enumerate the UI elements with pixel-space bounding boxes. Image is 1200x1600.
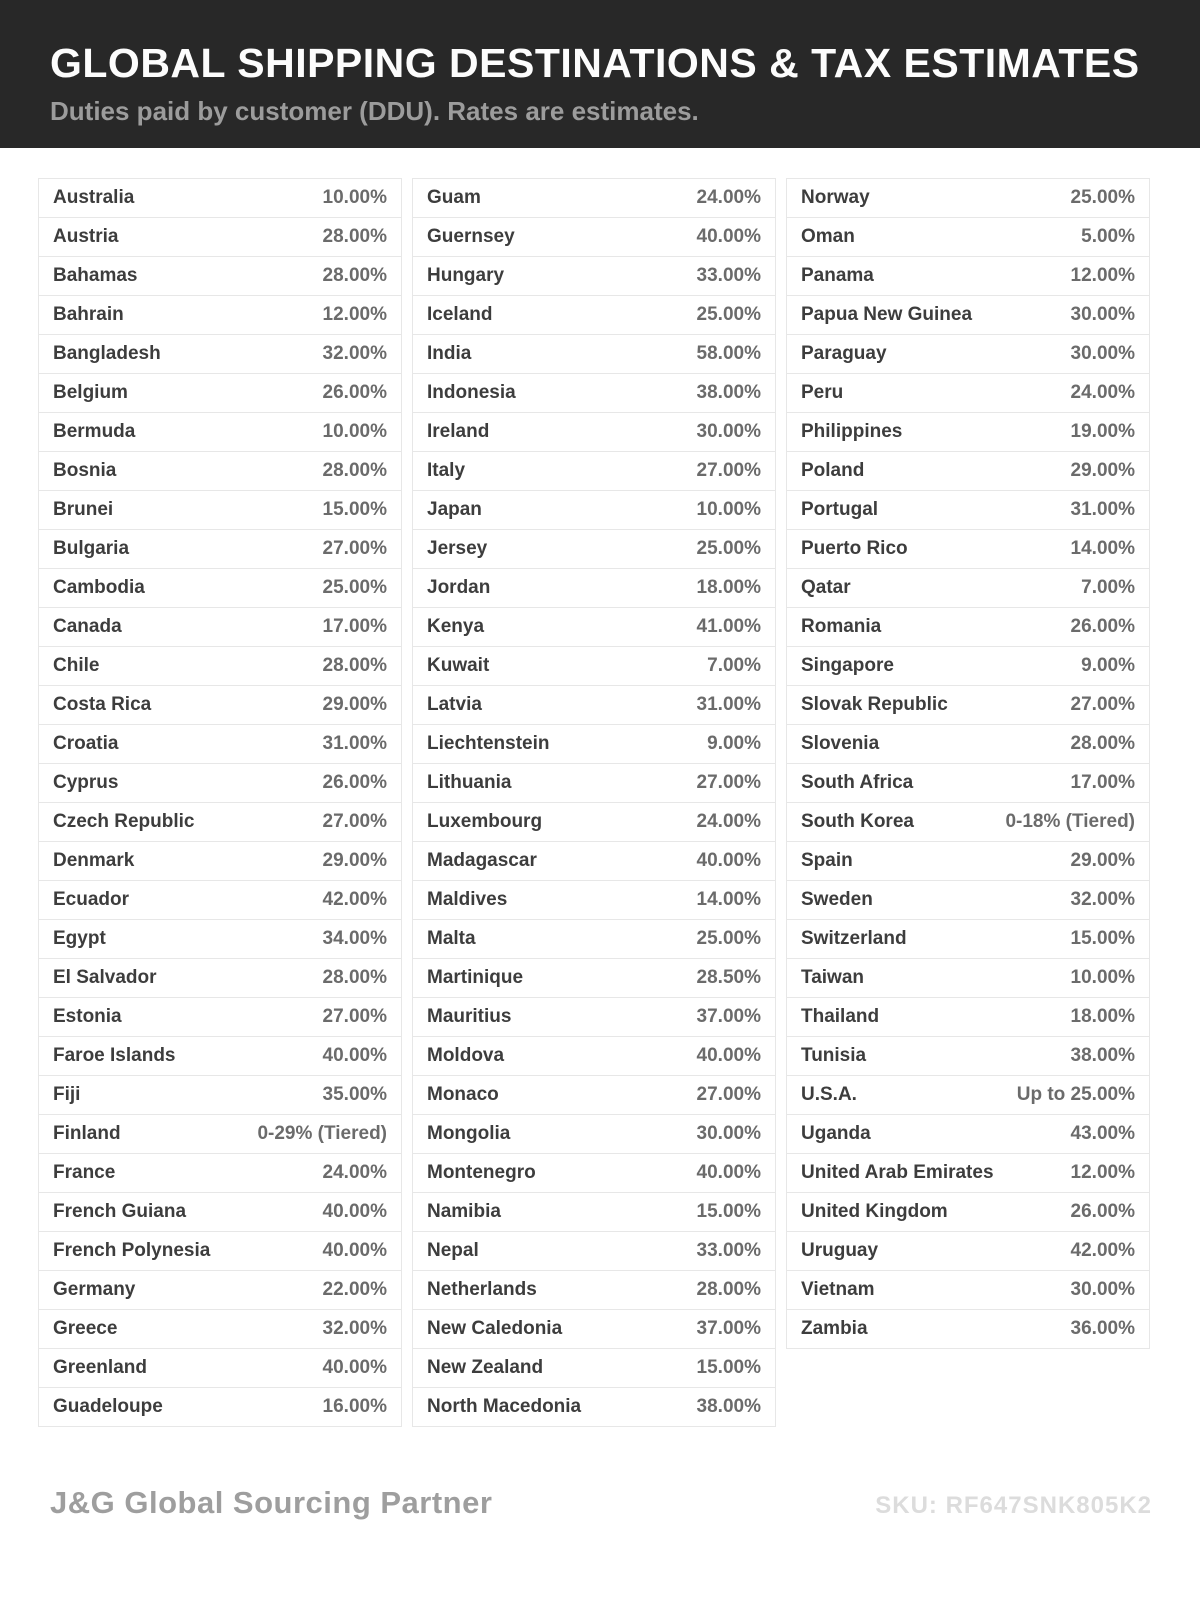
country-name: Finland bbox=[53, 1123, 121, 1144]
table-row bbox=[38, 373, 402, 413]
country-name: Bahamas bbox=[53, 265, 138, 286]
tax-rate: 27.00% bbox=[322, 538, 387, 559]
tax-rate: 24.00% bbox=[322, 1162, 387, 1183]
tax-rate: 31.00% bbox=[696, 694, 761, 715]
table-row bbox=[412, 1036, 776, 1076]
table-row bbox=[38, 1036, 402, 1076]
country-name: North Macedonia bbox=[427, 1396, 582, 1417]
table-row bbox=[412, 217, 776, 257]
tax-rate: 28.00% bbox=[322, 460, 387, 481]
table-row bbox=[412, 1348, 776, 1388]
table-row bbox=[38, 1231, 402, 1271]
tax-rate: 29.00% bbox=[322, 850, 387, 871]
country-name: Greece bbox=[53, 1318, 118, 1339]
tax-rate: 43.00% bbox=[1070, 1123, 1135, 1144]
country-name: Poland bbox=[801, 460, 865, 481]
tax-rate: 27.00% bbox=[322, 811, 387, 832]
tax-rate: 26.00% bbox=[322, 382, 387, 403]
country-name: Maldives bbox=[427, 889, 508, 910]
tax-rate: 31.00% bbox=[322, 733, 387, 754]
tax-rate: 17.00% bbox=[1070, 772, 1135, 793]
tax-rate: 32.00% bbox=[322, 343, 387, 364]
tax-rate: 27.00% bbox=[696, 460, 761, 481]
tax-rate: 25.00% bbox=[696, 928, 761, 949]
table-row bbox=[412, 880, 776, 920]
table-row bbox=[412, 529, 776, 569]
tax-rate: 10.00% bbox=[322, 421, 387, 442]
tax-rate: 41.00% bbox=[696, 616, 761, 637]
country-name: Madagascar bbox=[427, 850, 537, 871]
country-name: Peru bbox=[801, 382, 844, 403]
country-name: Switzerland bbox=[801, 928, 907, 949]
table-row bbox=[412, 256, 776, 296]
table-row bbox=[786, 802, 1150, 842]
country-name: Kuwait bbox=[427, 655, 490, 676]
country-name: Estonia bbox=[53, 1006, 122, 1027]
country-name: Zambia bbox=[801, 1318, 868, 1339]
table-row bbox=[412, 1270, 776, 1310]
table-row bbox=[786, 178, 1150, 218]
country-name: Uganda bbox=[801, 1123, 871, 1144]
table-row bbox=[38, 412, 402, 452]
tax-rate: 0-29% (Tiered) bbox=[257, 1123, 387, 1144]
tax-rate: 27.00% bbox=[322, 1006, 387, 1027]
country-name: Mauritius bbox=[427, 1006, 512, 1027]
tax-rate: 17.00% bbox=[322, 616, 387, 637]
table-row bbox=[412, 490, 776, 530]
table-row bbox=[38, 256, 402, 296]
country-name: Cambodia bbox=[53, 577, 145, 598]
table-row bbox=[38, 529, 402, 569]
country-name: Slovak Republic bbox=[801, 694, 948, 715]
rate-column-2 bbox=[412, 178, 776, 1427]
country-name: Qatar bbox=[801, 577, 851, 598]
tax-rate: 10.00% bbox=[696, 499, 761, 520]
tax-rate: 9.00% bbox=[1081, 655, 1135, 676]
country-name: Puerto Rico bbox=[801, 538, 908, 559]
country-name: Liechtenstein bbox=[427, 733, 550, 754]
table-row bbox=[412, 763, 776, 803]
country-name: Philippines bbox=[801, 421, 903, 442]
country-name: Costa Rica bbox=[53, 694, 152, 715]
country-name: South Africa bbox=[801, 772, 914, 793]
country-name: Bangladesh bbox=[53, 343, 161, 364]
tax-rate: 25.00% bbox=[696, 538, 761, 559]
country-name: France bbox=[53, 1162, 116, 1183]
table-row bbox=[786, 1192, 1150, 1232]
table-row bbox=[412, 1231, 776, 1271]
table-row bbox=[412, 1075, 776, 1115]
tax-rate: 26.00% bbox=[322, 772, 387, 793]
tax-rate: 40.00% bbox=[696, 226, 761, 247]
table-row bbox=[786, 334, 1150, 374]
country-name: Tunisia bbox=[801, 1045, 867, 1066]
country-name: South Korea bbox=[801, 811, 914, 832]
tax-rate: 14.00% bbox=[1070, 538, 1135, 559]
tax-rate: 18.00% bbox=[696, 577, 761, 598]
tax-rate: Up to 25.00% bbox=[1016, 1084, 1135, 1105]
table-row bbox=[38, 178, 402, 218]
country-name: Fiji bbox=[53, 1084, 81, 1105]
table-row bbox=[412, 568, 776, 608]
table-row bbox=[786, 1270, 1150, 1310]
table-row bbox=[38, 763, 402, 803]
table-row bbox=[786, 256, 1150, 296]
tax-rate: 15.00% bbox=[696, 1201, 761, 1222]
table-row bbox=[412, 802, 776, 842]
country-name: Japan bbox=[427, 499, 482, 520]
country-name: Moldova bbox=[427, 1045, 505, 1066]
tax-rate: 38.00% bbox=[696, 382, 761, 403]
country-name: Faroe Islands bbox=[53, 1045, 176, 1066]
country-name: Oman bbox=[801, 226, 855, 247]
table-row bbox=[786, 373, 1150, 413]
country-name: Kenya bbox=[427, 616, 485, 637]
tax-rate: 31.00% bbox=[1070, 499, 1135, 520]
tax-rate: 28.50% bbox=[696, 967, 761, 988]
tax-rate: 24.00% bbox=[1070, 382, 1135, 403]
country-name: Portugal bbox=[801, 499, 879, 520]
country-name: Ecuador bbox=[53, 889, 130, 910]
tax-rate: 26.00% bbox=[1070, 616, 1135, 637]
table-row bbox=[38, 1309, 402, 1349]
table-row bbox=[412, 1192, 776, 1232]
table-row bbox=[786, 568, 1150, 608]
tax-rate: 12.00% bbox=[322, 304, 387, 325]
country-name: Chile bbox=[53, 655, 100, 676]
tax-rate: 14.00% bbox=[696, 889, 761, 910]
country-name: Netherlands bbox=[427, 1279, 537, 1300]
table-row bbox=[38, 1387, 402, 1427]
table-row bbox=[412, 607, 776, 647]
country-name: Bahrain bbox=[53, 304, 124, 325]
tax-rate: 40.00% bbox=[696, 1045, 761, 1066]
country-name: Indonesia bbox=[427, 382, 516, 403]
country-name: United Kingdom bbox=[801, 1201, 948, 1222]
country-name: Namibia bbox=[427, 1201, 501, 1222]
country-name: Bosnia bbox=[53, 460, 117, 481]
tax-rate: 28.00% bbox=[322, 967, 387, 988]
country-name: Bermuda bbox=[53, 421, 136, 442]
table-row bbox=[786, 997, 1150, 1037]
table-row bbox=[786, 685, 1150, 725]
table-row bbox=[412, 646, 776, 686]
table-row bbox=[412, 724, 776, 764]
tax-rate: 36.00% bbox=[1070, 1318, 1135, 1339]
table-row bbox=[786, 607, 1150, 647]
table-row bbox=[412, 178, 776, 218]
country-name: Greenland bbox=[53, 1357, 147, 1378]
country-name: New Caledonia bbox=[427, 1318, 563, 1339]
country-name: Germany bbox=[53, 1279, 136, 1300]
table-row bbox=[786, 919, 1150, 959]
tax-rate: 28.00% bbox=[696, 1279, 761, 1300]
country-name: Cyprus bbox=[53, 772, 119, 793]
table-row bbox=[38, 841, 402, 881]
tax-rate: 40.00% bbox=[696, 850, 761, 871]
table-row bbox=[412, 1114, 776, 1154]
table-row bbox=[38, 1270, 402, 1310]
table-row bbox=[38, 1114, 402, 1154]
country-name: Czech Republic bbox=[53, 811, 195, 832]
tax-rate: 0-18% (Tiered) bbox=[1005, 811, 1135, 832]
tax-rate: 38.00% bbox=[696, 1396, 761, 1417]
country-name: Martinique bbox=[427, 967, 524, 988]
tax-rate: 18.00% bbox=[1070, 1006, 1135, 1027]
tax-rate: 12.00% bbox=[1070, 265, 1135, 286]
country-name: New Zealand bbox=[427, 1357, 544, 1378]
tax-rate: 30.00% bbox=[1070, 343, 1135, 364]
country-name: Panama bbox=[801, 265, 874, 286]
country-name: U.S.A. bbox=[801, 1084, 857, 1105]
tax-rate: 19.00% bbox=[1070, 421, 1135, 442]
tax-rate: 10.00% bbox=[322, 187, 387, 208]
country-name: Vietnam bbox=[801, 1279, 875, 1300]
table-row bbox=[412, 919, 776, 959]
table-row bbox=[786, 724, 1150, 764]
country-name: Sweden bbox=[801, 889, 873, 910]
table-row bbox=[786, 880, 1150, 920]
table-row bbox=[786, 490, 1150, 530]
rate-column-3 bbox=[786, 178, 1150, 1349]
tax-rate: 27.00% bbox=[696, 1084, 761, 1105]
tax-rate: 32.00% bbox=[1070, 889, 1135, 910]
country-name: Hungary bbox=[427, 265, 505, 286]
tax-rate: 30.00% bbox=[1070, 1279, 1135, 1300]
country-name: French Guiana bbox=[53, 1201, 187, 1222]
tax-rate: 37.00% bbox=[696, 1318, 761, 1339]
page-subtitle: Duties paid by customer (DDU). Rates are estimates. bbox=[50, 96, 699, 126]
table-row bbox=[786, 529, 1150, 569]
tax-rate: 28.00% bbox=[322, 655, 387, 676]
tax-rate: 40.00% bbox=[322, 1240, 387, 1261]
country-name: Jersey bbox=[427, 538, 488, 559]
table-row bbox=[786, 1075, 1150, 1115]
country-name: Guernsey bbox=[427, 226, 515, 247]
table-row bbox=[38, 724, 402, 764]
tax-rate: 7.00% bbox=[1081, 577, 1135, 598]
country-name: Malta bbox=[427, 928, 476, 949]
table-row bbox=[412, 1387, 776, 1427]
table-row bbox=[786, 217, 1150, 257]
table-row bbox=[38, 334, 402, 374]
tax-rate: 25.00% bbox=[322, 577, 387, 598]
table-row bbox=[412, 685, 776, 725]
country-name: Lithuania bbox=[427, 772, 512, 793]
tax-rate: 27.00% bbox=[696, 772, 761, 793]
country-name: Australia bbox=[53, 187, 135, 208]
table-row bbox=[412, 412, 776, 452]
tax-rate: 25.00% bbox=[696, 304, 761, 325]
table-row bbox=[38, 646, 402, 686]
tax-rate: 42.00% bbox=[322, 889, 387, 910]
country-name: Denmark bbox=[53, 850, 135, 871]
country-name: Taiwan bbox=[801, 967, 864, 988]
country-name: Nepal bbox=[427, 1240, 479, 1261]
tax-rate: 42.00% bbox=[1070, 1240, 1135, 1261]
country-name: Brunei bbox=[53, 499, 114, 520]
table-row bbox=[786, 763, 1150, 803]
tax-rate: 9.00% bbox=[707, 733, 761, 754]
country-name: Luxembourg bbox=[427, 811, 543, 832]
country-name: Uruguay bbox=[801, 1240, 879, 1261]
table-row bbox=[786, 646, 1150, 686]
table-row bbox=[38, 880, 402, 920]
country-name: Belgium bbox=[53, 382, 128, 403]
country-name: French Polynesia bbox=[53, 1240, 211, 1261]
table-row bbox=[38, 295, 402, 335]
country-name: Monaco bbox=[427, 1084, 499, 1105]
table-row bbox=[412, 295, 776, 335]
tax-rate: 40.00% bbox=[322, 1357, 387, 1378]
country-name: Mongolia bbox=[427, 1123, 511, 1144]
tax-rate: 22.00% bbox=[322, 1279, 387, 1300]
country-name: Singapore bbox=[801, 655, 894, 676]
table-row bbox=[38, 568, 402, 608]
table-row bbox=[38, 1153, 402, 1193]
tax-rate: 33.00% bbox=[696, 1240, 761, 1261]
tax-rate: 40.00% bbox=[696, 1162, 761, 1183]
page-title: GLOBAL SHIPPING DESTINATIONS & TAX ESTIMATES bbox=[50, 40, 1140, 86]
country-name: Bulgaria bbox=[53, 538, 130, 559]
country-name: India bbox=[427, 343, 472, 364]
table-row bbox=[412, 997, 776, 1037]
table-row bbox=[38, 685, 402, 725]
table-row bbox=[786, 1231, 1150, 1271]
country-name: Ireland bbox=[427, 421, 490, 442]
table-row bbox=[786, 412, 1150, 452]
country-name: Thailand bbox=[801, 1006, 880, 1027]
country-name: Spain bbox=[801, 850, 853, 871]
tax-rate: 24.00% bbox=[696, 187, 761, 208]
tax-rate: 30.00% bbox=[696, 421, 761, 442]
tax-rate: 30.00% bbox=[1070, 304, 1135, 325]
table-row bbox=[38, 958, 402, 998]
tax-rate: 15.00% bbox=[1070, 928, 1135, 949]
table-row bbox=[786, 1114, 1150, 1154]
country-name: Austria bbox=[53, 226, 119, 247]
table-row bbox=[786, 1036, 1150, 1076]
tax-rate: 29.00% bbox=[1070, 850, 1135, 871]
tax-rate: 33.00% bbox=[696, 265, 761, 286]
table-row bbox=[412, 1309, 776, 1349]
table-row bbox=[38, 1192, 402, 1232]
country-name: Norway bbox=[801, 187, 870, 208]
tax-rate: 29.00% bbox=[1070, 460, 1135, 481]
sku-label: SKU: RF647SNK805K2 bbox=[875, 1492, 1152, 1519]
country-name: Egypt bbox=[53, 928, 106, 949]
country-name: Paraguay bbox=[801, 343, 887, 364]
country-name: Montenegro bbox=[427, 1162, 536, 1183]
tax-rate: 34.00% bbox=[322, 928, 387, 949]
tax-rate: 40.00% bbox=[322, 1045, 387, 1066]
tax-rate: 30.00% bbox=[696, 1123, 761, 1144]
table-row bbox=[38, 919, 402, 959]
country-name: Guadeloupe bbox=[53, 1396, 163, 1417]
tax-rate: 24.00% bbox=[696, 811, 761, 832]
table-row bbox=[38, 802, 402, 842]
table-row bbox=[38, 490, 402, 530]
table-row bbox=[38, 451, 402, 491]
table-row bbox=[38, 1075, 402, 1115]
country-name: Papua New Guinea bbox=[801, 304, 973, 325]
table-row bbox=[38, 607, 402, 647]
table-row bbox=[786, 1153, 1150, 1193]
tax-rate: 25.00% bbox=[1070, 187, 1135, 208]
table-row bbox=[38, 1348, 402, 1388]
table-row bbox=[38, 217, 402, 257]
table-row bbox=[786, 1309, 1150, 1349]
country-name: Italy bbox=[427, 460, 466, 481]
table-row bbox=[412, 334, 776, 374]
tax-rate: 28.00% bbox=[1070, 733, 1135, 754]
country-name: Romania bbox=[801, 616, 882, 637]
page-footer bbox=[50, 1485, 1152, 1521]
country-name: Iceland bbox=[427, 304, 493, 325]
table-row bbox=[786, 295, 1150, 335]
tax-rate: 27.00% bbox=[1070, 694, 1135, 715]
tax-rate: 58.00% bbox=[696, 343, 761, 364]
table-row bbox=[786, 451, 1150, 491]
country-name: United Arab Emirates bbox=[801, 1162, 994, 1183]
country-name: Croatia bbox=[53, 733, 119, 754]
country-name: Canada bbox=[53, 616, 122, 637]
table-row bbox=[786, 841, 1150, 881]
tax-rate: 37.00% bbox=[696, 1006, 761, 1027]
tax-rate: 32.00% bbox=[322, 1318, 387, 1339]
country-name: Slovenia bbox=[801, 733, 880, 754]
tax-rate: 5.00% bbox=[1081, 226, 1135, 247]
tax-rate: 15.00% bbox=[696, 1357, 761, 1378]
table-row bbox=[786, 958, 1150, 998]
tax-rate: 12.00% bbox=[1070, 1162, 1135, 1183]
rate-column-1 bbox=[38, 178, 402, 1427]
table-row bbox=[412, 841, 776, 881]
table-row bbox=[412, 958, 776, 998]
table-row bbox=[412, 451, 776, 491]
table-row bbox=[412, 373, 776, 413]
country-name: Guam bbox=[427, 187, 481, 208]
country-name: Jordan bbox=[427, 577, 491, 598]
tax-rate: 7.00% bbox=[707, 655, 761, 676]
table-row bbox=[38, 997, 402, 1037]
tax-rate: 28.00% bbox=[322, 265, 387, 286]
country-name: El Salvador bbox=[53, 967, 157, 988]
tax-rate: 38.00% bbox=[1070, 1045, 1135, 1066]
rates-table bbox=[38, 178, 1150, 1427]
brand-name: J&G Global Sourcing Partner bbox=[50, 1485, 493, 1520]
tax-rate: 10.00% bbox=[1070, 967, 1135, 988]
tax-rate: 29.00% bbox=[322, 694, 387, 715]
page-header bbox=[0, 0, 1200, 148]
tax-rate: 28.00% bbox=[322, 226, 387, 247]
tax-rate: 26.00% bbox=[1070, 1201, 1135, 1222]
country-name: Latvia bbox=[427, 694, 482, 715]
tax-rate: 40.00% bbox=[322, 1201, 387, 1222]
table-row bbox=[412, 1153, 776, 1193]
tax-rate: 15.00% bbox=[322, 499, 387, 520]
tax-rate: 16.00% bbox=[322, 1396, 387, 1417]
tax-rate: 35.00% bbox=[322, 1084, 387, 1105]
